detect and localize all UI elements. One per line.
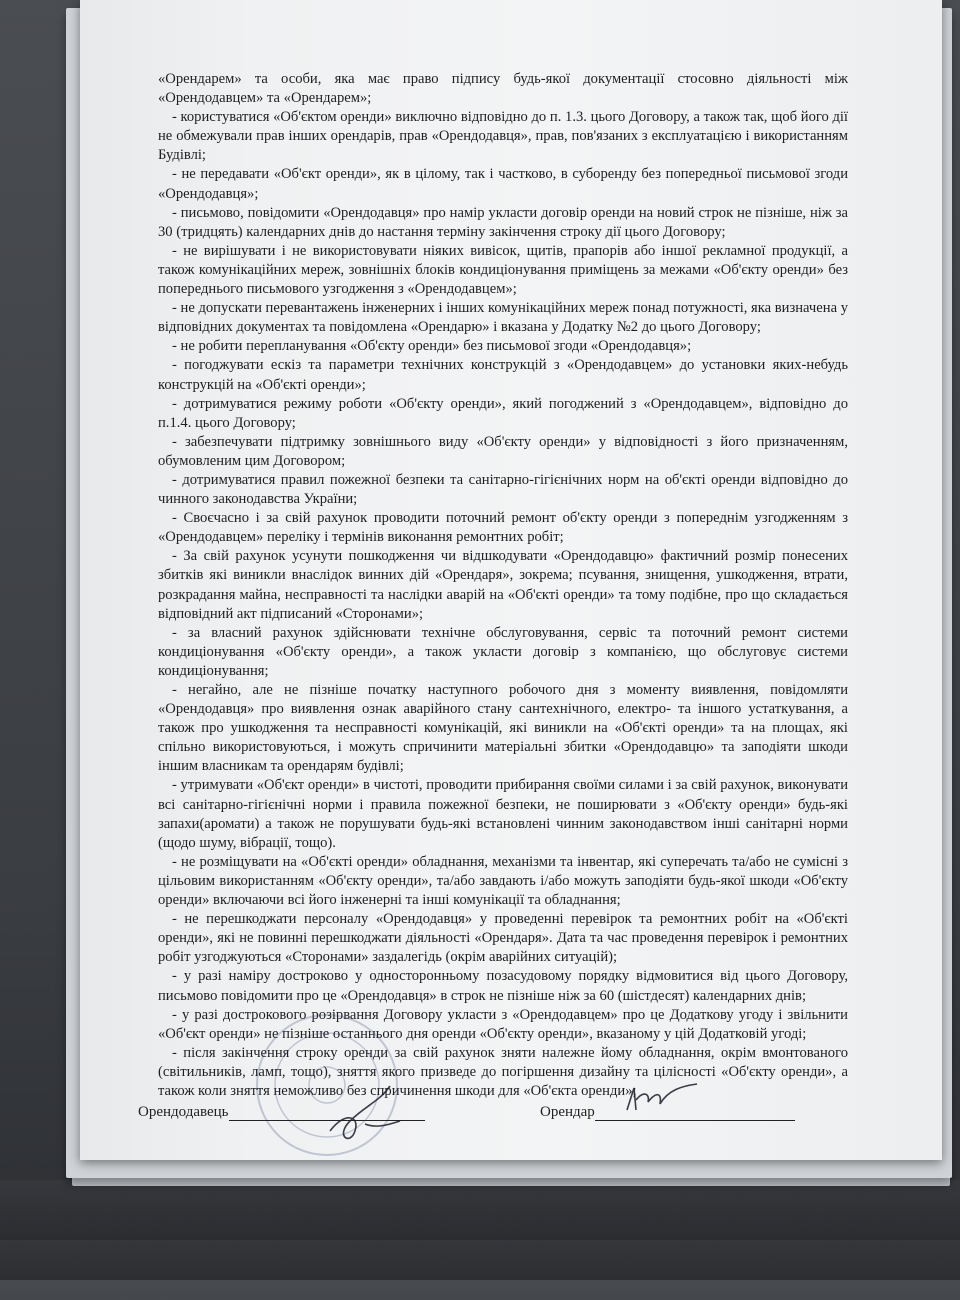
contract-paragraph: - утримувати «Об'єкт оренди» в чистоті, проводити прибирання своїми силами і за свій рахунок, виконувати всі санітарно-гігієнічні норми і правила пожежної безпеки, не поширювати з «Об'єкту оренди» будь-які запахи(аромати) а також не порушувати будь-які встановлені чинним законодавством інші санітарні норми (щодо шуму, вібрації, тощо). [158,777,848,851]
contract-paragraph: - погоджувати ескіз та параметри технічних конструкцій з «Орендодавцем» до установки яких-небудь конструкцій на «Об'єкті оренди»; [158,357,848,393]
contract-paragraph: «Орендарем» та особи, яка має право підпису будь-якої документації стосовно діяльності між «Орендодавцем» та «Орендарем»; [158,71,848,107]
contract-paragraph: - у разі наміру достроково у односторонньому позасудовому порядку відмовитися від цього Договору, письмово повідомити про це «Орендодавця» в строк не пізніше ніж за 60 (шістдесят) календарних днів; [158,968,848,1004]
contract-paragraph: - користуватися «Об'єктом оренди» виключно відповідно до п. 1.3. цього Договору, а також так, щоб його дії не обмежували прав інших орендарів, прав «Орендодавця», прав, пов'язаних з експлуатацією і використанням Будівлі; [158,109,848,164]
contract-paragraph: - забезпечувати підтримку зовнішнього виду «Об'єкту оренди» у відповідності з його призначенням, обумовленим цим Договором; [158,433,848,469]
contract-paragraph: - не допускати перевантажень інженерних і інших комунікаційних мереж понад потужності, яка визначена у відповідних документах та повідомлена «Орендарю» і вказана у Додатку №2 до цього Договору; [158,300,848,336]
contract-paragraph: - дотримуватися режиму роботи «Об'єкту оренди», який погоджений з «Орендодавцем», відповідно до п.1.4. цього Договору; [158,395,848,431]
contract-text [158,70,848,1101]
contract-paragraph: - у разі дострокового розірвання Договору укласти з «Орендодавцем» про це Додаткову угоду і звільнити «Об'єкт оренди» не пізніше останнього дня оренди «Об'єкту оренди», вказаному у цій Додатковій угоді; [158,1006,848,1042]
contract-paragraph: - дотримуватися правил пожежної безпеки та санітарно-гігієнічних норм на об'єкті оренди відповідно до чинного законодавства України; [158,471,848,508]
contract-paragraph: - не вирішувати і не використовувати ніяких вивісок, щитів, прапорів або іншої рекламної продукції, а також комунікаційних мереж, зовнішніх блоків кондиціонування приміщень за межами «Об'єкту оренди» без попереднього письмового узгодження з «Орендодавцем»; [158,242,848,298]
contract-paragraph: - Своєчасно і за свій рахунок проводити поточний ремонт об'єкту оренди з попереднім узгодженням з «Орендодавцем» переліку і термінів виконання ремонтних робіт; [158,510,848,546]
contract-paragraph: - не передавати «Об'єкт оренди», як в цілому, так і частково, в суборенду без попередньої письмової згоди «Орендодавця»; [158,166,848,202]
contract-paragraph: - письмово, повідомити «Орендодавця» про намір укласти договір оренди на новий строк не пізніше, ніж за 30 (тридцять) календарних днів до настання терміну закінчення строку дії цього Договору; [158,204,848,240]
signature-row [138,1104,858,1134]
desk-surface-edge [0,1240,960,1300]
tenant-signature [622,1080,712,1120]
contract-paragraph: - за власний рахунок здійснювати технічне обслуговування, сервіс та поточний ремонт системи кондиціонування «Об'єкту оренди», а також укласти договір з компанією, що обслуговує системи кондиціонування; [158,624,848,679]
landlord-signature-line [229,1104,425,1121]
tenant-label: Орендар [540,1104,595,1120]
contract-paragraph: - не перешкоджати персоналу «Орендодавця» у проведенні перевірок та ремонтних робіт на «Об'єкті оренди», які не повинні перешкоджати діяльності «Орендаря». Дата та час проведення перевірок і ремонтних робіт узгоджуються «Сторонами» заздалегідь (окрім аварійних ситуацій); [158,911,848,966]
landlord-signature-block [138,1104,425,1121]
landlord-label: Орендодавець [138,1104,229,1120]
desk-surface [0,1180,960,1240]
contract-paragraph: - За свій рахунок усунути пошкодження чи відшкодувати «Орендодавцю» фактичний розмір понесених збитків які виникли внаслідок винних дій «Орендаря», зокрема; псування, знищення, ушкодження, втрати, розкрадання майна, несправності та наслідки аварій на «Об'єкті оренди» та тому подібне, про що складається відповідний акт підписаний «Сторонами»; [158,548,848,622]
contract-paragraph: - не робити перепланування «Об'єкту оренди» без письмової згоди «Орендодавця»; [172,338,692,355]
document-page [80,0,942,1160]
contract-paragraph: - негайно, але не пізніше початку наступного робочого дня з моменту виявлення, повідомляти «Орендодавця» про виявлення ознак аварійного стану сантехнічного, електро- та іншого устаткування, а також про ушкодження та несправності комунікацій, які виникли на «Об'єкті оренди» та на площах, які спільно використовуються, і можуть спричинити матеріальні збитки «Орендодавцю» та заподіяти шкоди іншим власникам та орендарям будівлі; [158,682,848,775]
contract-paragraph: - після закінчення строку оренди за свій рахунок зняти належне йому обладнання, окрім вмонтованого (світильників, ламп, тощо), зняття якого призведе до погіршення дизайну та цілісності «Об'єкту оренди», а також коли зняття неможливо без спричинення шкоди для «Об'єкта оренди»; [158,1044,848,1099]
contract-paragraph: - не розміщувати на «Об'єкті оренди» обладнання, механізми та інвентар, які суперечать та/або не сумісні з цільовим використанням «Об'єкту оренди», та/або завдають і/або можуть заподіяти будь-якої шкоди «Об'єкту оренди» включаючи всі його інженерні та інші комунікації та обладнання; [158,853,848,909]
